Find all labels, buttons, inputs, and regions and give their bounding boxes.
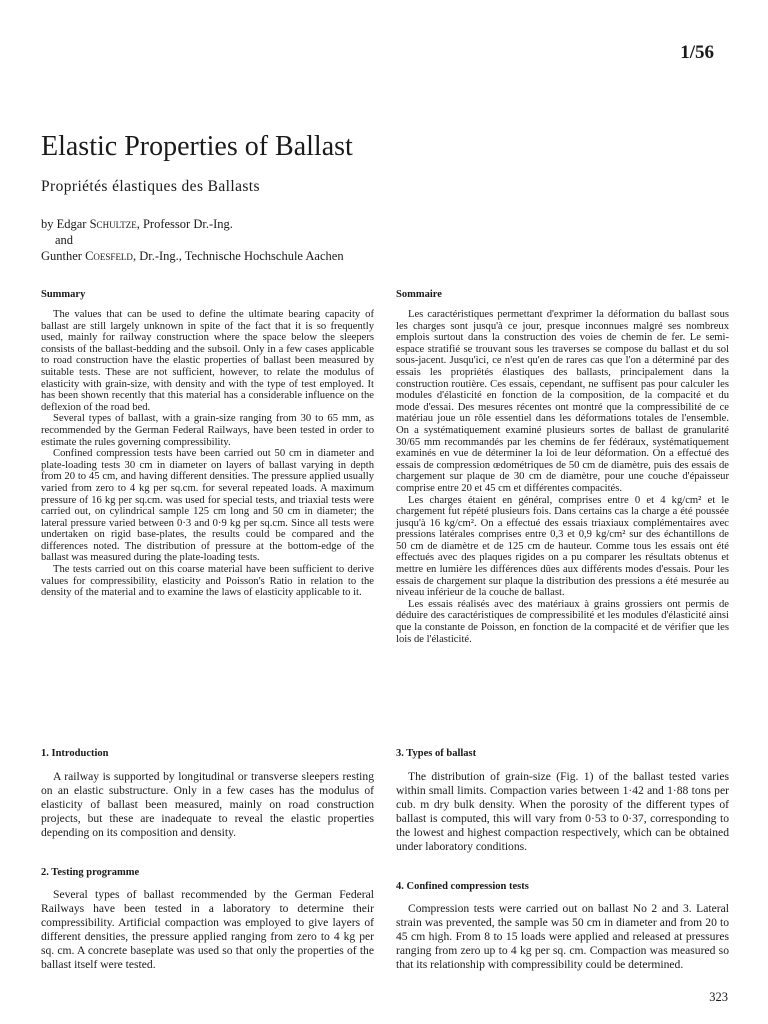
author-2-prefix: Gunther (41, 249, 86, 263)
author-and: and (55, 233, 74, 247)
section-2-heading: 2. Testing programme (41, 867, 140, 878)
summary-heading: Summary (41, 289, 86, 300)
folio-page-number: 323 (709, 990, 728, 1004)
section-4-paragraph: Compression tests were carried out on ballast No 2 and 3. Lateral strain was prevented, the sample was 50 cm in diameter and from 20 to 45 cm high. From 8 to 15 loads were applied and released at pressures ranging from zero up to 4 kg per sq. cm. Compaction was measured so that its relationship with compressibility could be determined. (396, 902, 729, 971)
section-4-body (396, 902, 729, 972)
section-2-paragraph: Several types of ballast recommended by the German Federal Railways have been tested in a laboratory to determine their compressibility. Artificial compaction was employed to give layers of different densities, the pressure applied ranging from zero to 4 kg per sq. cm. A concrete baseplate was used so that only the properties of the ballast itself were tested. (41, 888, 374, 971)
section-3-body (396, 770, 729, 854)
summary-paragraph: Confined compression tests have been carried out 50 cm in diameter and plate-loading tests 30 cm in diameter on layers of ballast varying in depth from 20 to 45 cm, and having different densities. The pressure applied usually varied from zero to 4 kg per sq.cm. for several repeated loads. A maximum pressure of 16 kg per sq.cm. was used for special tests, and triaxial tests were carried out, on cylindrical sample 125 cm long and 50 cm in diameter; the lateral pressure varied between 0·3 and 0·9 kg per sq.cm. Since all tests were undertaken on rigid base-plates, the results could be compared and the differences noted. The distribution of pressure at the bottom-edge of the ballast was measured during the plate-loading tests. (41, 448, 374, 564)
section-1-body (41, 770, 374, 840)
sommaire-body (396, 309, 729, 645)
section-1-heading: 1. Introduction (41, 748, 109, 759)
summary-paragraph: The tests carried out on this coarse material have been sufficient to derive values for compressibility, elasticity and Poisson's Ratio in relation to the density of the material and to examine the laws of elasticity applicable to it. (41, 564, 374, 599)
author-2-name: Coesfeld (85, 249, 133, 263)
article-subtitle-french: Propriétés élastiques des Ballasts (41, 178, 260, 195)
section-1-paragraph: A railway is supported by longitudinal or transverse sleepers resting on an elastic substructure. Only in a few cases has the modulus of elasticity of ballast been measured, mainly on road construction projects, but these are inadequate to reveal the elastic properties depending on its composition and density. (41, 770, 374, 839)
author-1-name: Schultze (89, 217, 137, 231)
section-2-body (41, 888, 374, 972)
author-line-1 (41, 216, 344, 232)
author-1-affiliation: , Professor Dr.-Ing. (136, 217, 233, 231)
article-title: Elastic Properties of Ballast (41, 131, 353, 162)
author-block (41, 216, 344, 264)
author-line-2 (41, 248, 344, 264)
section-3-paragraph: The distribution of grain-size (Fig. 1) of the ballast tested varies within small limits. Compaction varies between 1·42 and 1·88 tons per cub. m dry bulk density. When the porosity of the different types of ballast is computed, this will vary from 0·53 to 0·37, corresponding to the lowest and highest compaction respectively, which can be obtained under laboratory conditions. (396, 770, 729, 853)
summary-paragraph: Several types of ballast, with a grain-size ranging from 30 to 65 mm, as recommended by the German Federal Railways, have been tested in order to estimate the rules governing compressibility. (41, 413, 374, 448)
section-3-heading: 3. Types of ballast (396, 748, 477, 759)
sommaire-heading: Sommaire (396, 289, 442, 300)
summary-body (41, 309, 374, 599)
sommaire-paragraph: Les essais réalisés avec des matériaux à grains grossiers ont permis de déduire des caractéristiques de compressibilité et les modules d'élasticité ainsi que la constante de Poisson, en fonction de la compacité et de vérifier que les lois de l'élasticité. (396, 598, 729, 645)
author-2-affiliation: , Dr.-Ing., Technische Hochschule Aachen (132, 249, 344, 263)
author-1-prefix: by Edgar (41, 217, 90, 231)
section-4-heading: 4. Confined compression tests (396, 881, 529, 892)
sommaire-paragraph: Les caractéristiques permettant d'exprimer la déformation du ballast sous les charges sont jusqu'à ce jour, presque inconnues malgré ses nombreux emplois surtout dans la construction des voies de chemin de fer. Le semi-espace stratifié se trouvant sous les traverses se compose du ballast et du sol sous-jacent. Jusqu'ici, ce n'est qu'en de rares cas que l'on a déterminé par des essais les propriétés élastiques des ballasts, principalement dans la construction routière. Ces essais, cependant, ne suffisent pas pour calculer les modules d'élasticité en fonction de la composition, de la compacité et du mode d'essai. Des mesures récentes ont montré que la compressibilité de ce matériau joue un rôle essentiel dans les déformations totales de l'ensemble. On a systématiquement examiné plusieurs sortes de ballast de granularité 30/65 mm recommandés par les chemins de fer fédéraux, systématiquement examinés en vue de déterminer la loi de leur déformation. On a effectué des essais de compression œdométriques de 50 cm de diamètre, puis des essais de chargement sur plaque de 30 cm de diamètre, pour une couche d'épaisseur comprise entre 20 et 45 cm et différentes compacités. (396, 309, 729, 494)
page-number: 1/56 (680, 42, 714, 63)
sommaire-paragraph: Les charges étaient en général, comprises entre 0 et 4 kg/cm² et le chargement fut répété plusieurs fois. Dans certains cas la charge a été poussée jusqu'à 16 kg/cm². On a effectué des essais triaxiaux complémentaires avec pressions latérales comprises entre 0,3 et 0,9 kg/cm² sur des échantillons de 50 cm de diamètre et de 125 cm de hauteur. Comme tous les essais ont été effectués avec des plaques rigides on a pu comparer les résultats obtenus et mettre en lumière les différences dûes aux différents modes d'essais. Pour les essais de chargement sur plaque la distribution des pressions a été mesurée au niveau inférieur de la couche de ballast. (396, 494, 729, 599)
summary-paragraph: The values that can be used to define the ultimate bearing capacity of ballast are still largely unknown in spite of the fact that it is so frequently used, mainly for railway construction where the space below the sleepers consists of the ballast-bedding and the subsoil. Only in a few cases applicable to road construction have the elastic properties of ballast been measured by suitable tests. These are not sufficient, however, to relate the modulus of elasticity with grain-size, with density and with the type of test employed. It has been shown recently that this material has a considerable influence on the deflexion of the road bed. (41, 309, 374, 413)
